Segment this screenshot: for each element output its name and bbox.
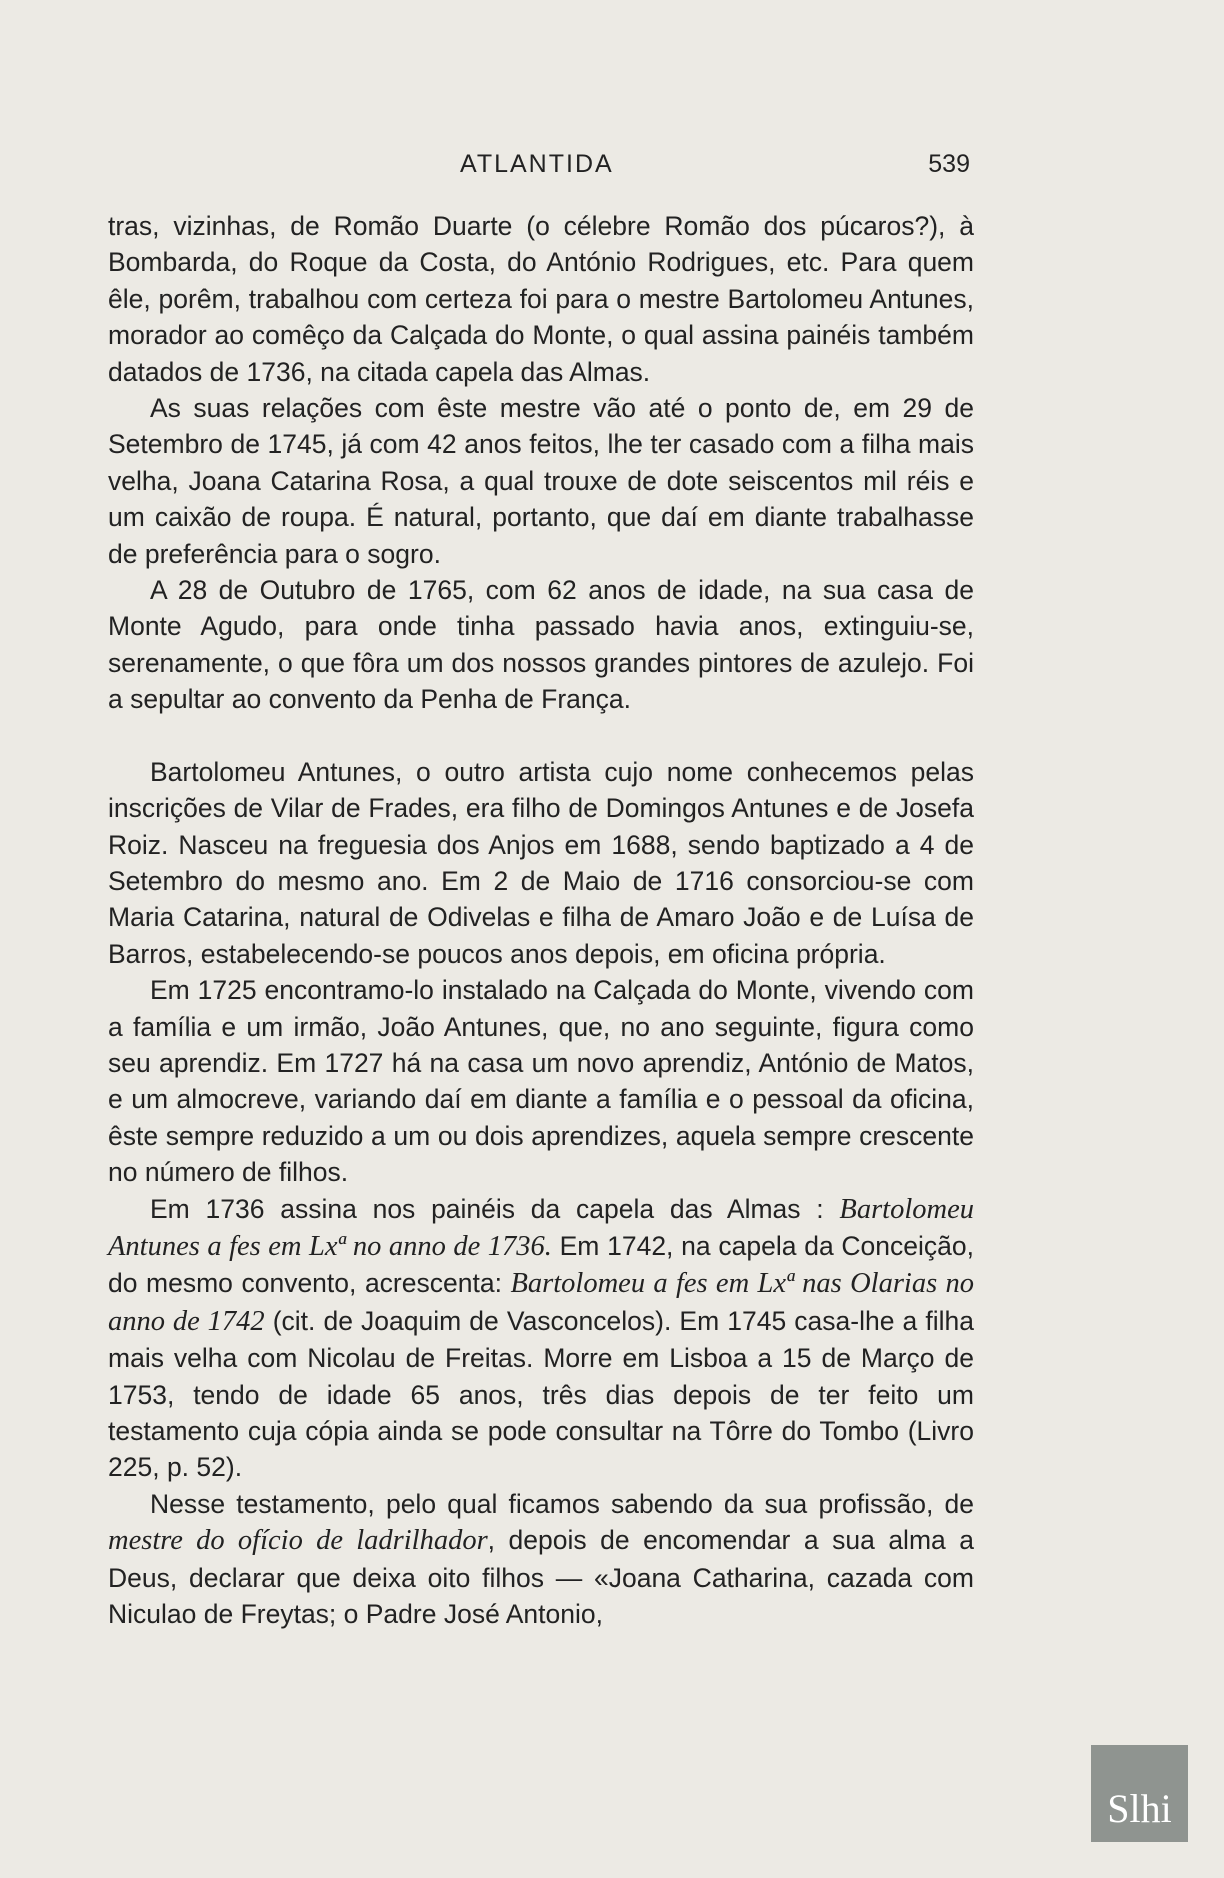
text-run: Em 1736 assina nos painéis da capela das Almas : (150, 1193, 840, 1224)
paragraph (108, 1191, 974, 1486)
running-title: ATLANTIDA (460, 150, 614, 178)
text-run: (cit. de Joaquim de Vasconcelos). Em 1745 casa-lhe a filha mais velha com Nicolau de Freitas. Morre em Lisboa a 15 de Março de 1753, tendo de idade 65 anos, três dias depois de ter feito um testamento cuja cópia ainda se pode consultar na Tôrre do Tombo (Livro 225, p. 52). (108, 1305, 974, 1483)
italic-inscription: Bartolomeu Antunes a fes em Lxª no anno de 1736. (108, 1193, 974, 1262)
body-text (108, 208, 974, 1632)
paragraph: Bartolomeu Antunes, o outro artista cujo nome conhecemos pelas inscrições de Vilar de Frades, era filho de Domingos Antunes e de Josefa Roiz. Nasceu na freguesia dos Anjos em 1688, sendo baptizado a 4 de Setembro do mesmo ano. Em 2 de Maio de 1716 consorciou-se com Maria Catarina, natural de Odivelas e filha de Amaro João e de Luísa de Barros, estabelecendo-se poucos anos depois, em oficina própria. (108, 756, 974, 969)
paragraph: tras, vizinhas, de Romão Duarte (o célebre Romão dos púcaros?), à Bombarda, do Roque da Costa, do António Rodrigues, etc. Para quem êle, porêm, trabalhou com certeza foi para o mestre Bartolomeu Antunes, morador ao comêço da Calçada do Monte, o qual assina painéis também datados de 1736, na citada capela das Almas. (108, 211, 974, 387)
page-header (108, 150, 970, 186)
paragraph (108, 1486, 974, 1633)
paragraph: A 28 de Outubro de 1765, com 62 anos de idade, na sua casa de Monte Agudo, para onde tinha passado havia anos, extinguiu-se, serenamente, o que fôra um dos nossos grandes pintores de azulejo. Foi a sepultar ao convento da Penha de França. (108, 575, 974, 715)
page-number: 539 (928, 150, 970, 178)
text-run: Em 1742, na capela da Conceição, do mesmo convento, acrescenta: (108, 1230, 974, 1299)
italic-inscription: Bartolomeu a fes em Lxª nas Olarias no anno de 1742 (108, 1268, 974, 1337)
italic-phrase: mestre do ofício de ladrilhador (108, 1525, 488, 1557)
paragraph: Em 1725 encontramo-lo instalado na Calçada do Monte, vivendo com a família e um irmão, João Antunes, que, no ano seguinte, figura como seu aprendiz. Em 1727 há na casa um novo aprendiz, António de Matos, e um almocreve, variando daí em diante a família e o pessoal da oficina, êste sempre reduzido a um ou dois aprendizes, aquela sempre crescente no número de filhos. (108, 975, 974, 1188)
logo-text: Slhi (1107, 1786, 1172, 1831)
library-logo (1091, 1745, 1188, 1842)
text-run: , depois de encomendar a sua alma a Deus, declarar que deixa oito filhos — «Joana Catharina, cazada com Niculao de Freytas; o Padre José Antonio, (108, 1525, 974, 1630)
text-run: Nesse testamento, pelo qual ficamos sabendo da sua profissão, de (150, 1488, 974, 1519)
paragraph: As suas relações com êste mestre vão até o ponto de, em 29 de Setembro de 1745, já com 42 anos feitos, lhe ter casado com a filha mais velha, Joana Catarina Rosa, a qual trouxe de dote seiscentos mil réis e um caixão de roupa. É natural, portanto, que daí em diante trabalhasse de preferência para o sogro. (108, 393, 974, 569)
